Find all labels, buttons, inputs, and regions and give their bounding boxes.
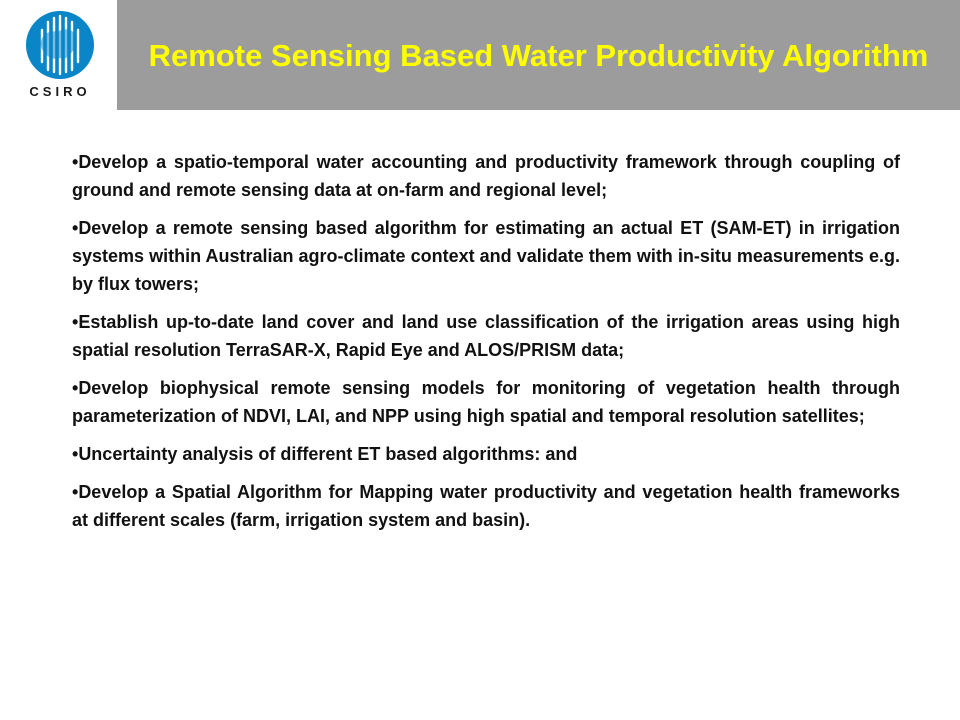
list-item bbox=[72, 308, 900, 364]
csiro-wordmark: CSIRO bbox=[29, 84, 91, 99]
title-bar bbox=[117, 0, 960, 110]
list-item-text: Establish up-to-date land cover and land use classification of the irrigation areas using high spatial resolution TerraSAR-X, Rapid Eye and ALOS/PRISM data; bbox=[72, 312, 900, 360]
bullet-marker: • bbox=[72, 378, 79, 398]
list-item-text: Develop a remote sensing based algorithm for estimating an actual ET (SAM-ET) in irrigation systems within Australian agro-climate context and validate them with in-situ measurements e.g. by flux towers; bbox=[72, 218, 900, 294]
list-item bbox=[72, 440, 900, 468]
bullet-marker: • bbox=[72, 312, 79, 332]
list-item-text: Develop biophysical remote sensing models for monitoring of vegetation health through parameterization of NDVI, LAI, and NPP using high spatial and temporal resolution satellites; bbox=[72, 378, 900, 426]
csiro-logo bbox=[12, 8, 108, 108]
bullet-marker: • bbox=[72, 444, 79, 464]
list-item bbox=[72, 214, 900, 298]
page-title: Remote Sensing Based Water Productivity Algorithm bbox=[148, 37, 929, 73]
bullet-marker: • bbox=[72, 482, 79, 502]
bullet-list bbox=[72, 148, 900, 544]
list-item-text: Develop a spatio-temporal water accounting and productivity framework through coupling of ground and remote sensing data at on-farm and regional level; bbox=[72, 152, 900, 200]
list-item bbox=[72, 374, 900, 430]
list-item-text: Develop a Spatial Algorithm for Mapping water productivity and vegetation health frameworks at different scales (farm, irrigation system and basin). bbox=[72, 482, 900, 530]
list-item-text: Uncertainty analysis of different ET based algorithms: and bbox=[78, 444, 578, 464]
bullet-marker: • bbox=[72, 152, 79, 172]
csiro-emblem-icon bbox=[12, 8, 108, 82]
bullet-marker: • bbox=[72, 218, 79, 238]
list-item bbox=[72, 148, 900, 204]
list-item bbox=[72, 478, 900, 534]
